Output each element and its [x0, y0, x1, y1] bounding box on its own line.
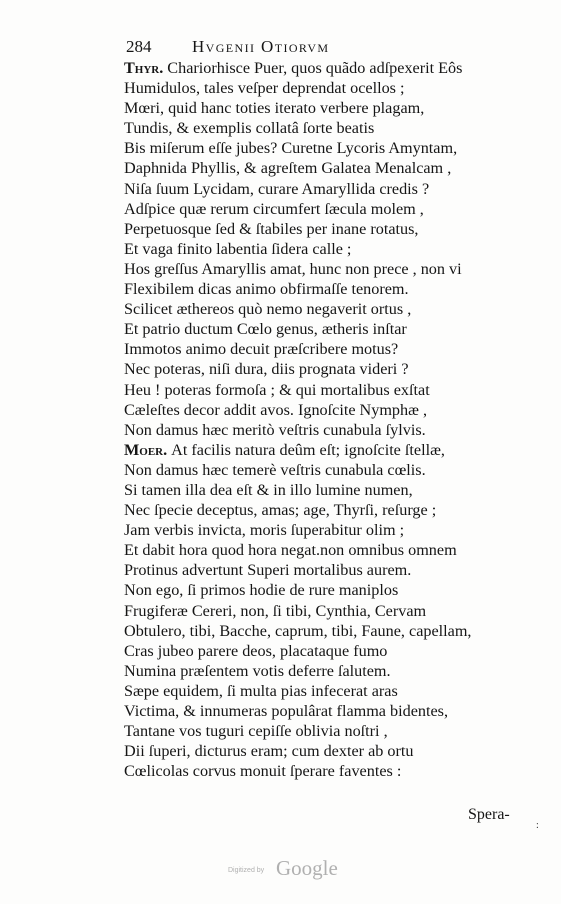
verse-line [124, 721, 524, 741]
verse-text: Et patrio ductum Cœlo genus, ætheris inſtar [124, 320, 407, 339]
verse-line [124, 420, 524, 440]
verse-line [124, 400, 524, 420]
verse-text: Numina præſentem votis deferre ſalutem. [124, 661, 391, 680]
verse-text: Protinus advertunt Superi mortalibus aurem. [124, 561, 412, 580]
verse-text: Dii ſuperi, dicturus eram; cum dexter ab ortu [124, 742, 414, 761]
verse-text: Non damus hæc meritò veſtris cunabula ſylvis. [124, 420, 426, 439]
verse-line [124, 380, 524, 400]
verse-line [124, 179, 524, 199]
stray-mark: : [536, 820, 539, 831]
verse-text: Cœlicolas corvus monuit ſperare faventes : [124, 762, 402, 781]
verse-line [124, 761, 524, 781]
verse-text: Et dabit hora quod hora negat.non omnibus omnem [124, 541, 457, 560]
verse-line [124, 199, 524, 219]
verse-text: Jam verbis invicta, moris ſuperabitur olim ; [124, 521, 405, 540]
verse-text: Et vaga finito labentia ſidera calle ; [124, 239, 352, 258]
verse-line [124, 460, 524, 480]
speaker-label: Moer. [124, 440, 168, 459]
page-number: 284 [126, 37, 152, 56]
verse-text: Hos greſſus Amaryllis amat, hunc non prece , non vi [124, 259, 462, 278]
catchword: Spera- [468, 806, 510, 823]
verse-text: Tantane vos tuguri cepiſſe oblivia noſtri , [124, 722, 388, 741]
verse-line [124, 741, 524, 761]
verse-line [124, 339, 524, 359]
verse-text: Perpetuosque ſed & ſtabiles per inane rotatus, [124, 219, 419, 238]
verse-text: Nec ſpecie deceptus, amas; age, Thyrſi, reſurge ; [124, 501, 437, 520]
verse-line [124, 560, 524, 580]
verse-text: Chariorhisce Puer, quos quãdo adſpexerit Eôs [167, 59, 463, 77]
verse-line [124, 440, 524, 460]
verse-text: Humidulos, tales veſper deprendat ocellos ; [124, 79, 405, 98]
verse-line [124, 480, 524, 500]
verse-text: Flexibilem dicas animo obfirmaſſe tenorem. [124, 280, 409, 299]
speaker-label: Thyr. [124, 59, 164, 77]
verse-text: Bis miſerum eſſe jubes? Curetne Lycoris Amyntam, [124, 139, 458, 158]
verse-line [124, 319, 524, 339]
verse-body [124, 58, 524, 781]
watermark [228, 856, 358, 886]
watermark-brand: Google [276, 856, 338, 880]
verse-text: Frugiferæ Cereri, non, ſi tibi, Cynthia, Cervam [124, 601, 427, 620]
verse-text: Niſa ſuum Lycidam, curare Amaryllida credis ? [124, 179, 430, 198]
verse-line [124, 138, 524, 158]
verse-text: Si tamen illa dea eſt & in illo lumine numen, [124, 480, 413, 499]
verse-text: Non ego, ſi primos hodie de rure maniplos [124, 581, 399, 600]
verse-line [124, 219, 524, 239]
verse-line [124, 158, 524, 178]
verse-line [124, 279, 524, 299]
verse-text: Cæleſtes decor addit avos. Ignoſcite Nymphæ , [124, 400, 428, 419]
verse-line [124, 520, 524, 540]
verse-line [124, 118, 524, 138]
verse-line [124, 58, 524, 78]
verse-line [124, 580, 524, 600]
verse-text: Adſpice quæ rerum circumfert ſæcula molem , [124, 199, 424, 218]
verse-line [124, 98, 524, 118]
verse-line [124, 601, 524, 621]
verse-line [124, 681, 524, 701]
verse-line [124, 641, 524, 661]
verse-line [124, 259, 524, 279]
verse-text: Mœri, quid hanc toties iterato verbere plagam, [124, 99, 425, 118]
verse-text: Obtulero, tibi, Bacche, caprum, tibi, Faune, capellam, [124, 621, 472, 640]
verse-text: Non damus hæc temerè veſtris cunabula cœlis. [124, 460, 426, 479]
verse-text: Sæpe equidem, ſi multa pias infecerat aras [124, 681, 398, 700]
verse-text: Scilicet æthereos quò nemo negaverit ortus , [124, 300, 412, 319]
verse-text: Tundis, & exemplis collatâ ſorte beatis [124, 119, 375, 138]
verse-text: Cras jubeo parere deos, placataque fumo [124, 641, 388, 660]
verse-line [124, 540, 524, 560]
verse-text: At facilis natura deûm eſt; ignoſcite ſtellæ, [171, 440, 445, 459]
verse-line [124, 621, 524, 641]
verse-text: Immotos animo decuit præſcribere motus? [124, 340, 399, 359]
running-head: Hvgenii Otiorvm [192, 37, 330, 56]
verse-line [124, 661, 524, 681]
verse-line [124, 78, 524, 98]
verse-line [124, 239, 524, 259]
verse-line [124, 701, 524, 721]
verse-line [124, 500, 524, 520]
verse-text: Victima, & innumeras populârat flamma bidentes, [124, 702, 449, 720]
verse-text: Daphnida Phyllis, & agreſtem Galatea Menalcam , [124, 159, 452, 178]
page-header [126, 36, 451, 58]
verse-text: Nec poteras, niſi dura, diis prognata videri ? [124, 360, 409, 379]
watermark-prefix: Digitized by [228, 867, 265, 874]
verse-line [124, 299, 524, 319]
verse-text: Heu ! poteras formoſa ; & qui mortalibus exſtat [124, 380, 430, 399]
verse-line [124, 359, 524, 379]
